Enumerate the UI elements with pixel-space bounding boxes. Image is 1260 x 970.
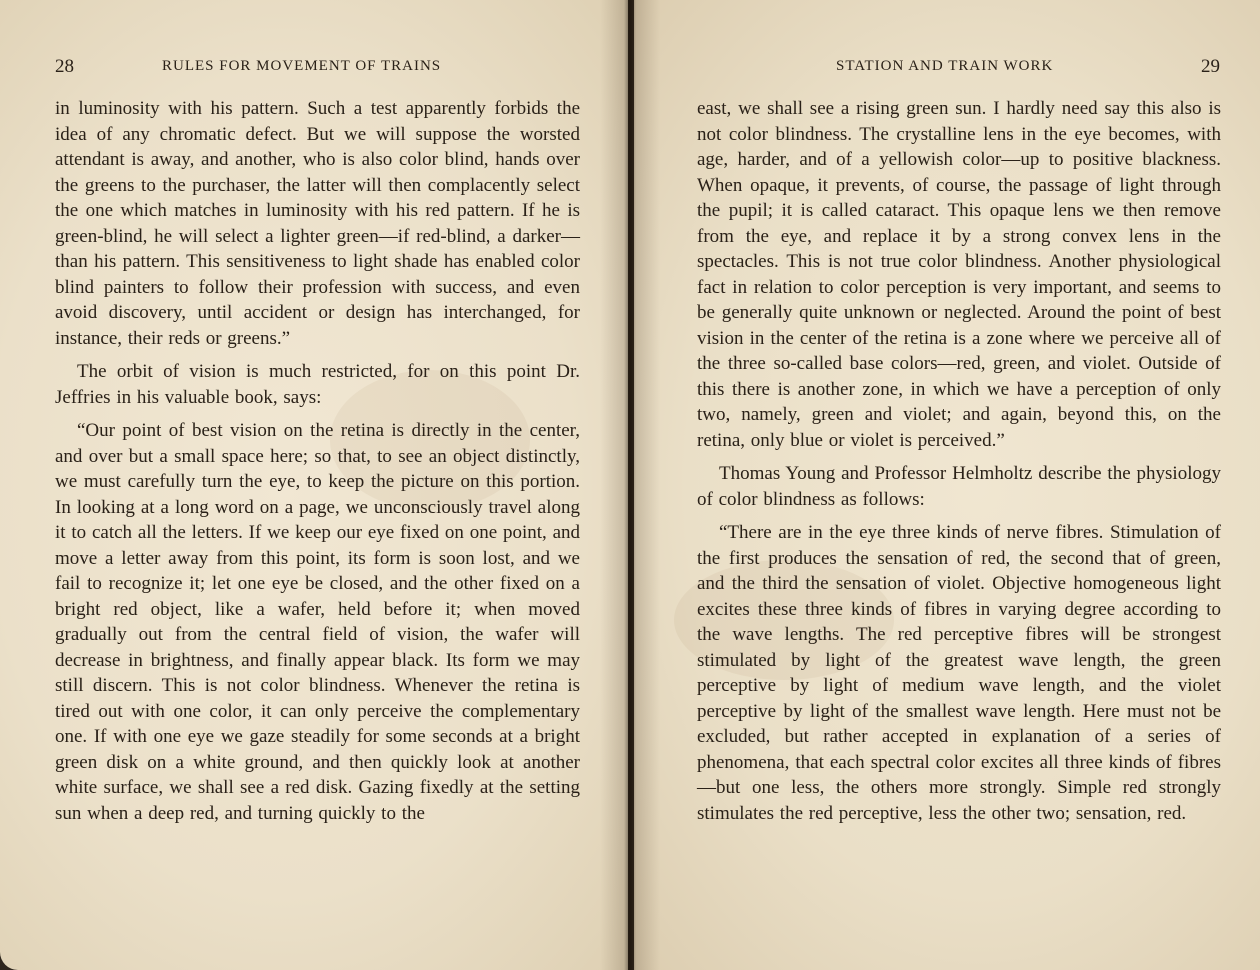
left-running-head: RULES FOR MOVEMENT OF TRAINS	[162, 58, 442, 74]
left-page-body	[55, 96, 580, 834]
right-running-head: STATION AND TRAIN WORK	[836, 58, 1054, 74]
left-paragraph-2: The orbit of vision is much restricted, for on this point Dr. Jeffries in his valuable book, says:	[55, 361, 580, 408]
right-page	[634, 0, 1260, 970]
left-paragraph-1: in luminosity with his pattern. Such a test apparently forbids the idea of any chromatic defect. But we will suppose the worsted attendant is away, and another, who is also color blind, hands over the greens to the purchaser, the latter will then complacently select the one which matches in luminosity with his red pattern. If he is green-blind, he will select a lighter green—if red-blind, a darker—than his pattern. This sensitiveness to light shade has enabled color blind painters to follow their profession with success, and even avoid discovery, until accident or design has interchanged, for instance, their reds or greens.”	[55, 98, 580, 349]
left-paragraph-3: “Our point of best vision on the retina is directly in the center, and over but a small space here; so that, to see an object distinctly, we must carefully turn the eye, to keep the picture on this portion. In looking at a long word on a page, we unconsciously travel along it to catch all the letters. If we keep our eye fixed on one point, and move a letter away from this point, its form is soon lost, and we fail to recognize it; let one eye be closed, and the other fixed on a bright red object, like a wafer, held before it; when moved gradually out from the central field of vision, the wafer will decrease in brightness, and finally appear black. Its form we may still discern. This is not color blindness. Whenever the retina is tired out with one color, it can only perceive the complementary one. If with one eye we gaze steadily for some seconds at a bright green disk on a white ground, and then quickly look at another white surface, we shall see a red disk. Gazing fixedly at the setting sun when a deep red, and turning quickly to the	[55, 420, 580, 824]
right-page-number: 29	[1201, 56, 1220, 77]
right-page-body	[697, 96, 1221, 834]
right-paragraph-1: east, we shall see a rising green sun. I hardly need say this also is not color blindness. The crystalline lens in the eye becomes, with age, harder, and of a yellowish color—up to positive blackness. When opaque, it prevents, of course, the passage of light through the pupil; it is called cataract. This opaque lens we then remove from the eye, and replace it by a strong convex lens in the spectacles. This is not true color blindness. Another physiological fact in relation to color perception is very important, and seems to be generally quite unknown or neglected. Around the point of best vision in the center of the retina is a zone where we perceive all of the three so-called base colors—red, green, and violet. Outside of this there is another zone, in which we have a perception of only two, namely, green and violet; and again, beyond this, on the retina, only blue or violet is perceived.”	[697, 98, 1221, 451]
left-page-number: 28	[55, 56, 74, 77]
right-paragraph-2: Thomas Young and Professor Helmholtz describe the physiology of color blindness as follows:	[697, 463, 1221, 510]
right-paragraph-3: “There are in the eye three kinds of nerve fibres. Stimulation of the first produces the sensation of red, the second that of green, and the third the sensation of violet. Objective homogeneous light excites these three kinds of fibres in varying degree according to the wave lengths. The red perceptive fibres will be strongest stimulated by light of the greatest wave length, the green perceptive by light of medium wave length, and the violet perceptive by light of the smallest wave length. Here must not be excluded, but rather accepted in explanation of a series of phenomena, that each spectral color excites all three kinds of fibres—but one less, the others more strongly. Simple red strongly stimulates the red perceptive, less the other two; sensation, red.	[697, 522, 1221, 824]
left-page	[0, 0, 628, 970]
